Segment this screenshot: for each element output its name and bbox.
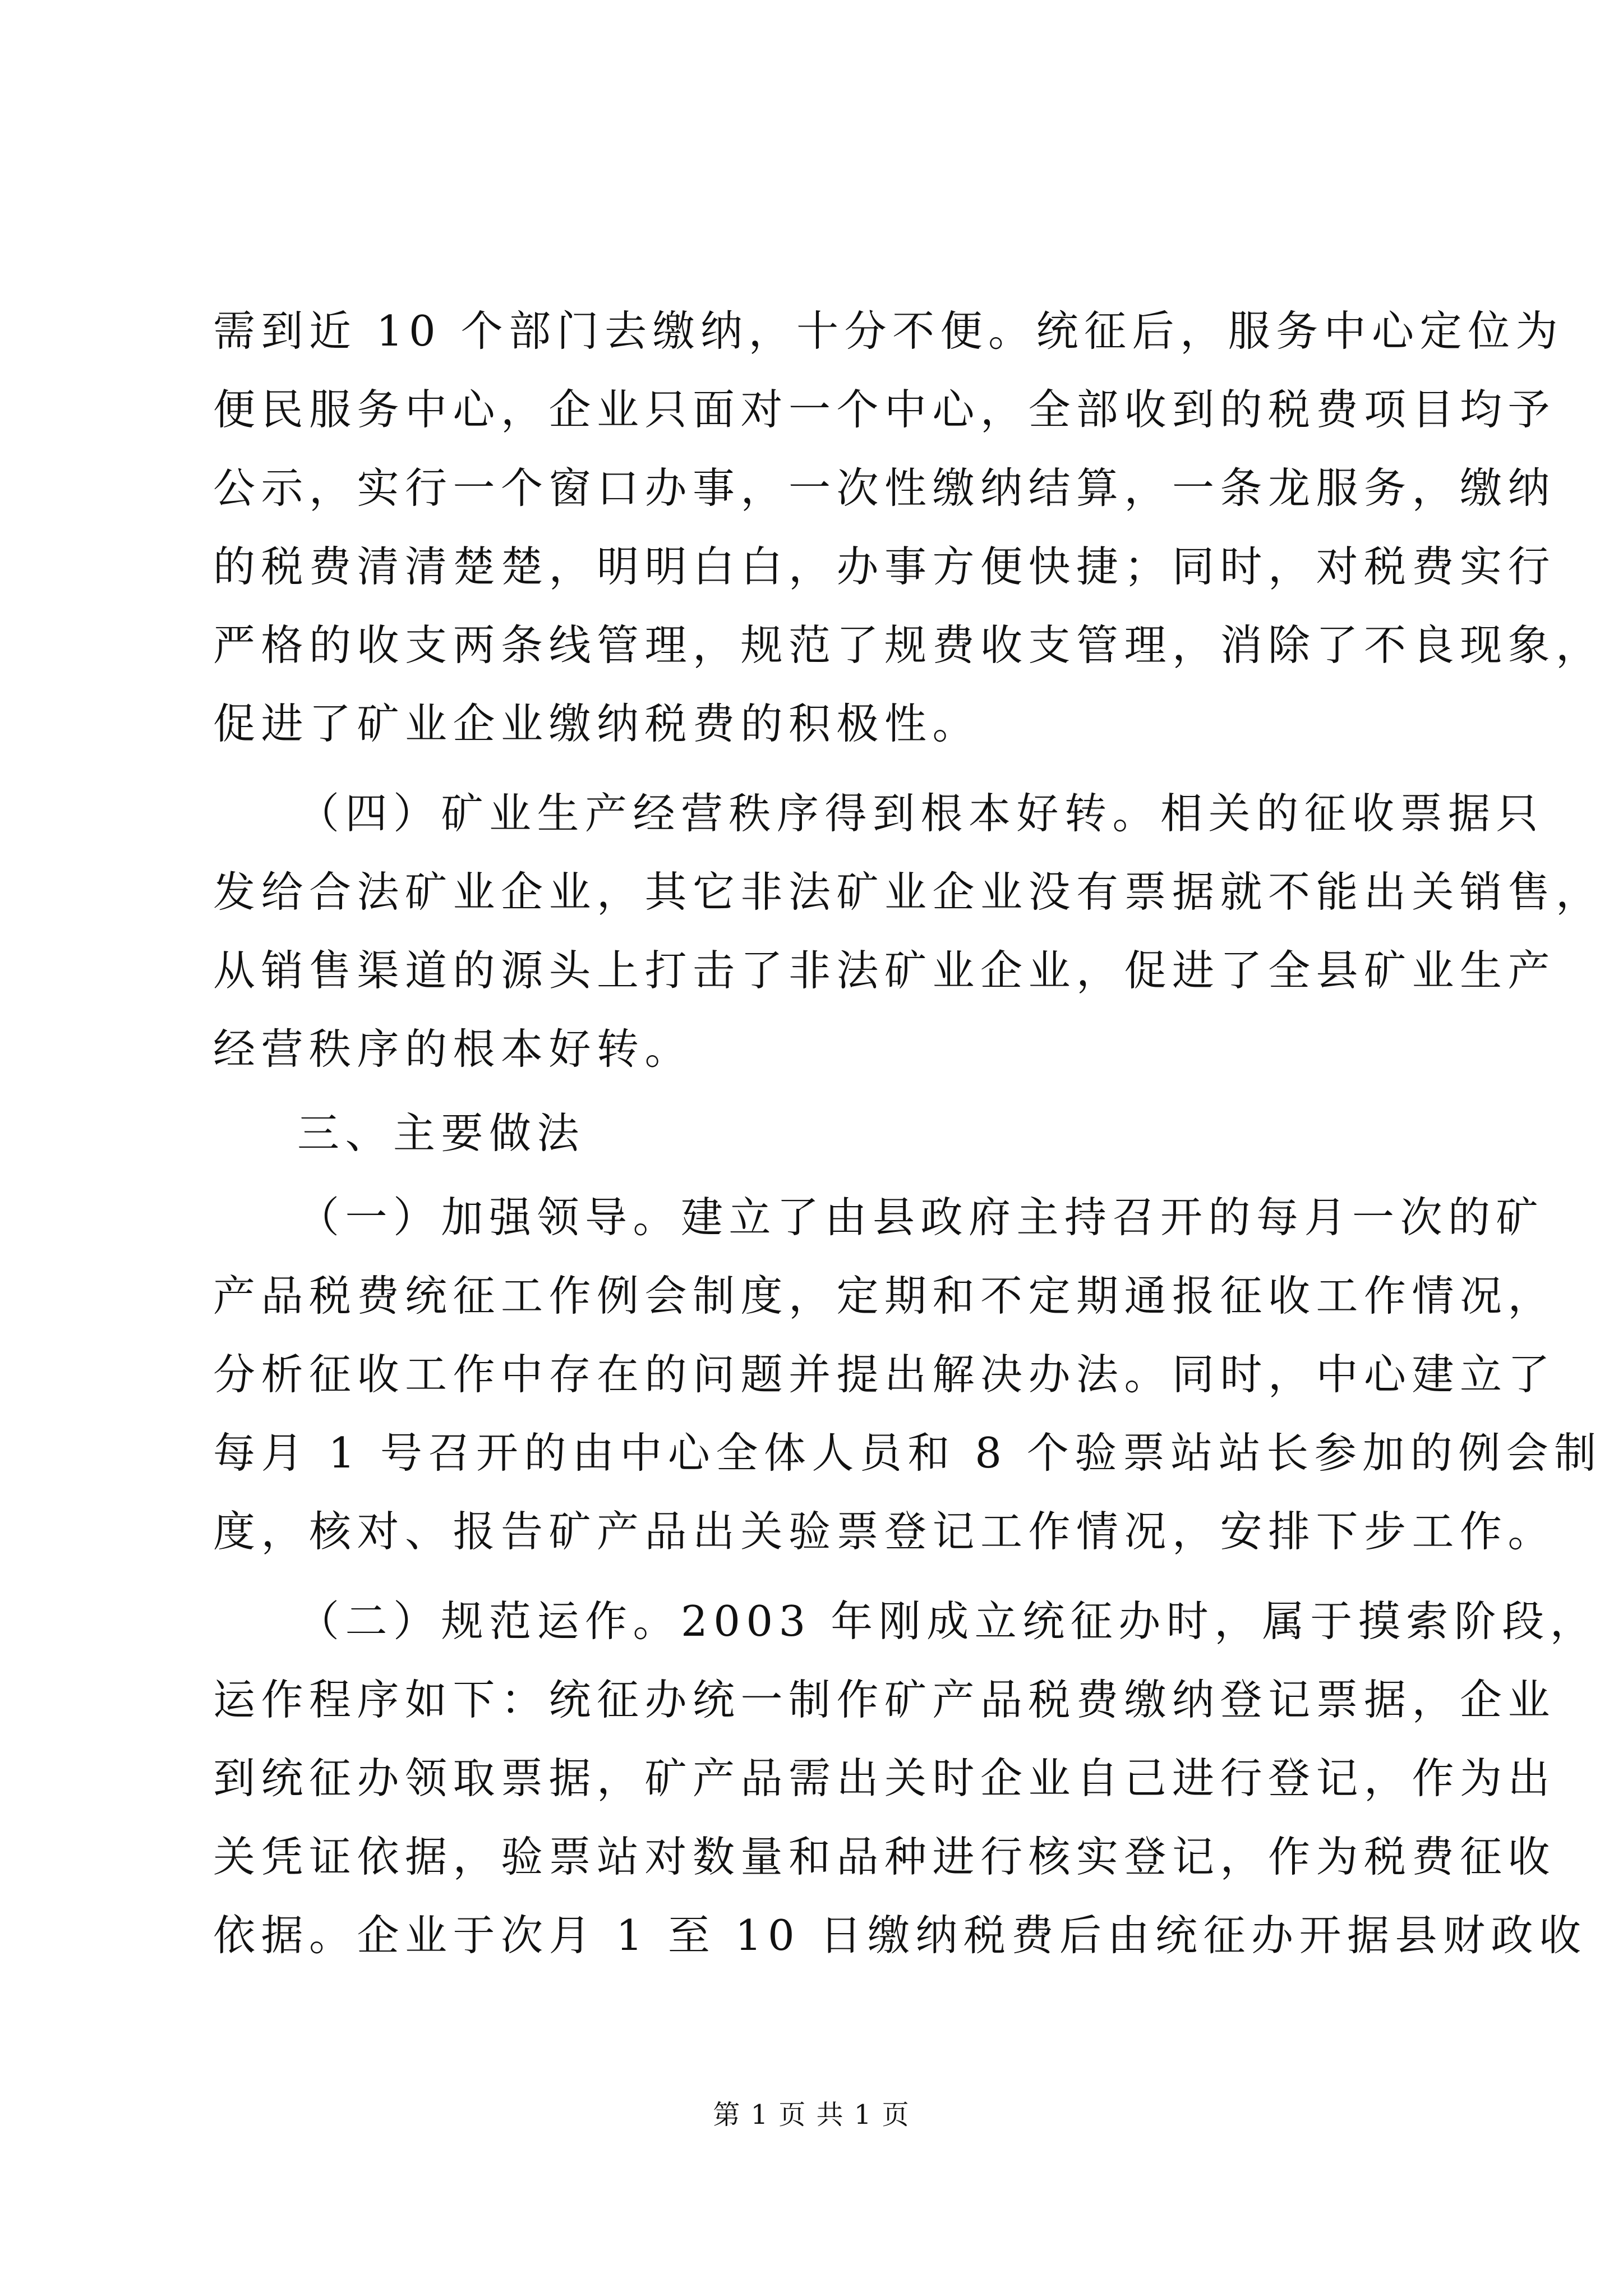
paragraph-line: 每月 1 号召开的由中心全体人员和 8 个验票站站长参加的例会制 (213, 1428, 1602, 1478)
paragraph-line: （一）加强领导。建立了由县政府主持召开的每月一次的矿 (297, 1193, 1544, 1242)
paragraph-line: 产品税费统征工作例会制度，定期和不定期通报征收工作情况， (213, 1271, 1556, 1320)
page-footer: 第 1 页 共 1 页 (713, 2099, 910, 2131)
paragraph-line: 度，核对、报告矿产品出关验票登记工作情况，安排下步工作。 (213, 1507, 1556, 1556)
paragraph-line: 依据。企业于次月 1 至 10 日缴纳税费后由统征办开据县财政收 (213, 1911, 1587, 1960)
paragraph-line: 的税费清清楚楚，明明白白，办事方便快捷；同时，对税费实行 (213, 542, 1556, 591)
paragraph-line: 关凭证依据，验票站对数量和品种进行核实登记，作为税费征收 (213, 1832, 1556, 1881)
paragraph-line: 到统征办领取票据，矿产品需出关时企业自己进行登记，作为出 (213, 1754, 1556, 1803)
paragraph-line: 公示，实行一个窗口办事，一次性缴纳结算，一条龙服务，缴纳 (213, 463, 1556, 513)
paragraph-line: 分析征收工作中存在的问题并提出解决办法。同时，中心建立了 (213, 1350, 1556, 1399)
paragraph-line: （四）矿业生产经营秩序得到根本好转。相关的征收票据只 (297, 789, 1544, 838)
paragraph-line: 需到近 10 个部门去缴纳，十分不便。统征后，服务中心定位为 (213, 306, 1564, 356)
paragraph-line: 便民服务中心，企业只面对一个中心，全部收到的税费项目均予 (213, 385, 1556, 434)
paragraph-line: （二）规范运作。2003 年刚成立统征办时，属于摸索阶段， (297, 1596, 1598, 1646)
paragraph-line: 运作程序如下：统征办统一制作矿产品税费缴纳登记票据，企业 (213, 1675, 1556, 1724)
section-heading: 三、主要做法 (297, 1108, 585, 1158)
paragraph-line: 严格的收支两条线管理，规范了规费收支管理，消除了不良现象， (213, 620, 1604, 670)
paragraph-line: 从销售渠道的源头上打击了非法矿业企业，促进了全县矿业生产 (213, 946, 1556, 995)
paragraph-line: 促进了矿业企业缴纳税费的积极性。 (213, 699, 981, 748)
paragraph-line: 经营秩序的根本好转。 (213, 1024, 693, 1074)
paragraph-line: 发给合法矿业企业，其它非法矿业企业没有票据就不能出关销售， (213, 867, 1604, 917)
